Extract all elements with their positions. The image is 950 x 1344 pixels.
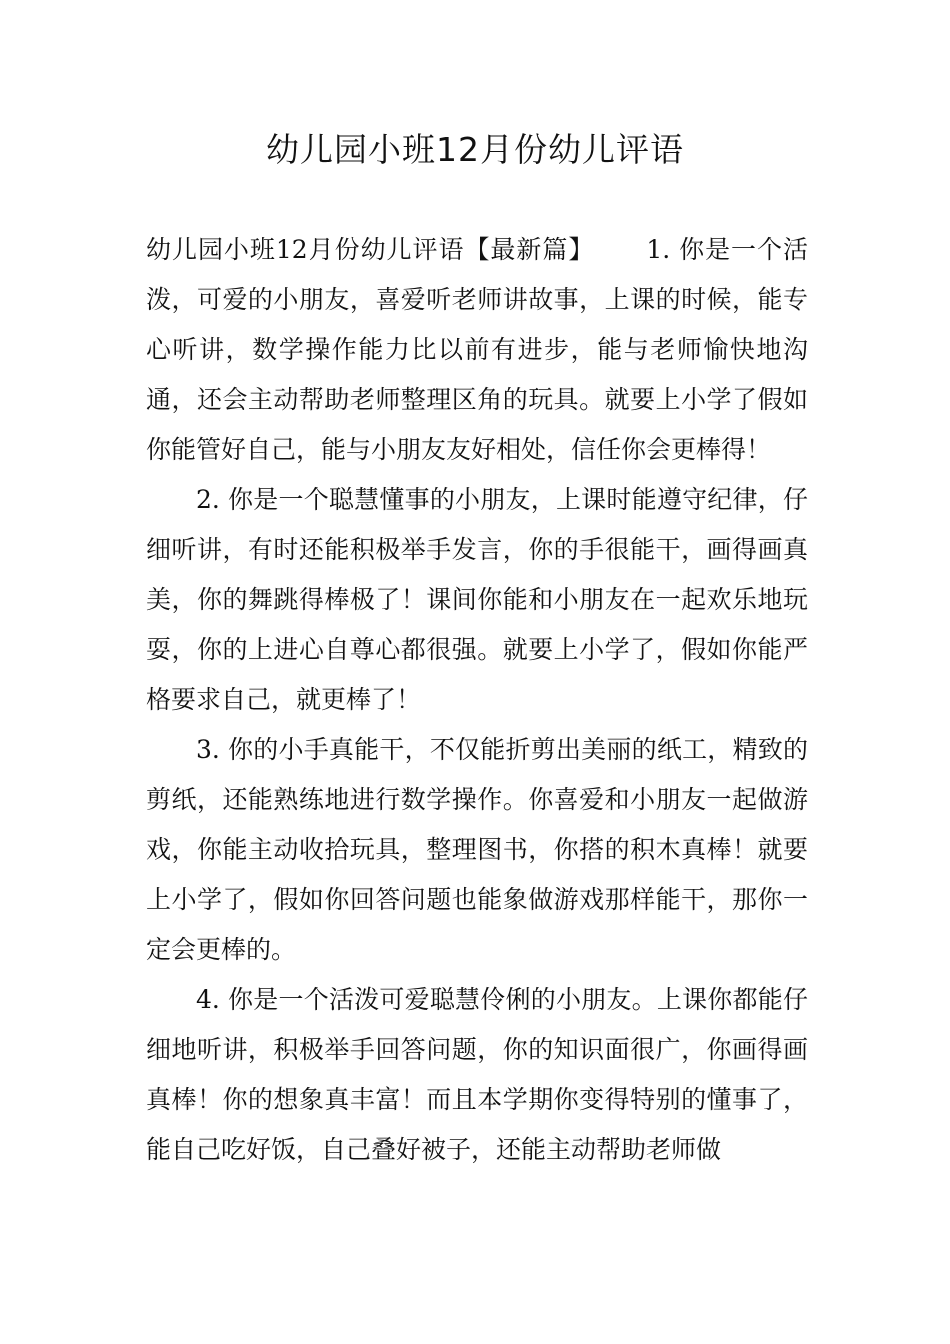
paragraph-1 (146, 225, 808, 475)
paragraph-3: 3. 你的小手真能干，不仅能折剪出美丽的纸工，精致的剪纸，还能熟练地进行数学操作。你喜爱和小朋友一起做游戏，你能主动收拾玩具，整理图书，你搭的积木真棒！就要上小学了，假如你回答问题也能象做游戏那样能干，那你一定会更棒的。 (146, 735, 808, 964)
paragraph-1-text: 1. 你是一个活泼，可爱的小朋友，喜爱听老师讲故事，上课的时候，能专心听讲，数学操作能力比以前有进步，能与老师愉快地沟通，还会主动帮助老师整理区角的玩具。就要上小学了假如你能管好自己，能与小朋友友好相处，信任你会更棒得！ (146, 235, 808, 464)
document-subtitle: 幼儿园小班12月份幼儿评语【最新篇】 (146, 235, 595, 264)
document-body (146, 225, 808, 1175)
paragraph-4: 4. 你是一个活泼可爱聪慧伶俐的小朋友。上课你都能仔细地听讲，积极举手回答问题，你的知识面很广，你画得画真棒！你的想象真丰富！而且本学期你变得特别的懂事了，能自己吃好饭，自己叠好被子，还能主动帮助老师做 (146, 985, 808, 1164)
paragraph-2: 2. 你是一个聪慧懂事的小朋友，上课时能遵守纪律，仔细听讲，有时还能积极举手发言，你的手很能干，画得画真美，你的舞跳得棒极了！课间你能和小朋友在一起欢乐地玩耍，你的上进心自尊心都很强。就要上小学了，假如你能严格要求自己，就更棒了！ (146, 485, 808, 714)
document-title: 幼儿园小班12月份幼儿评语 (266, 130, 684, 169)
